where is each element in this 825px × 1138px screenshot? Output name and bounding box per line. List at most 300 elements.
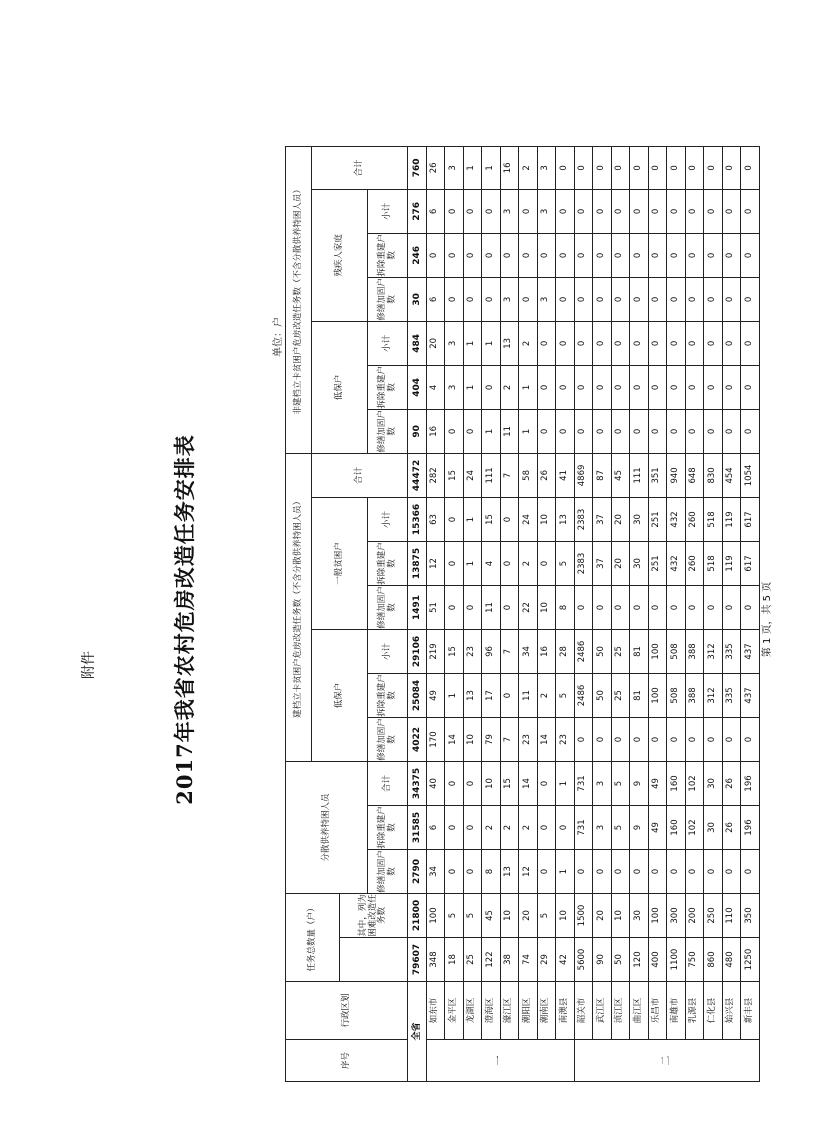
cell: 11 [519, 673, 538, 717]
cell: 0 [556, 277, 575, 321]
cell: 0 [445, 189, 464, 233]
cell: 2 [500, 365, 519, 409]
cell: 1 [463, 541, 482, 585]
cell: 0 [593, 365, 612, 409]
cell: 0 [741, 849, 760, 893]
cell: 0 [630, 146, 649, 189]
cell: 0 [611, 409, 630, 453]
cell: 110 [722, 893, 741, 937]
header-task-count [340, 938, 408, 982]
cell: 21800 [408, 893, 427, 937]
cell: 1 [463, 365, 482, 409]
cell: 0 [445, 541, 464, 585]
cell: 1 [463, 497, 482, 541]
cell: 7 [500, 629, 519, 673]
cell: 0 [445, 409, 464, 453]
cell: 0 [648, 409, 667, 453]
cell: 31585 [408, 805, 427, 849]
cell: 617 [741, 497, 760, 541]
cell: 312 [704, 629, 723, 673]
row-name: 龙湖区 [463, 982, 482, 1040]
cell: 760 [408, 146, 427, 189]
row-name: 濠江区 [500, 982, 519, 1040]
cell: 0 [630, 321, 649, 365]
cell: 25 [611, 629, 630, 673]
cell: 81 [630, 629, 649, 673]
cell: 518 [704, 541, 723, 585]
cell: 0 [722, 233, 741, 277]
cell: 312 [704, 673, 723, 717]
cell: 14 [537, 717, 556, 761]
cell: 0 [556, 365, 575, 409]
cell: 0 [648, 849, 667, 893]
cell: 10 [463, 717, 482, 761]
cell: 0 [519, 277, 538, 321]
cell: 0 [648, 365, 667, 409]
cell: 0 [611, 717, 630, 761]
cell: 0 [463, 409, 482, 453]
cell: 0 [704, 321, 723, 365]
cell: 0 [648, 277, 667, 321]
cell: 49 [648, 761, 667, 805]
cell: 50 [593, 673, 612, 717]
cell: 100 [648, 893, 667, 937]
table-row [667, 146, 686, 1081]
cell: 0 [611, 277, 630, 321]
cell: 0 [611, 189, 630, 233]
cell: 41 [556, 453, 575, 497]
cell: 0 [537, 409, 556, 453]
cell: 100 [648, 629, 667, 673]
cell: 0 [722, 365, 741, 409]
cell: 7 [500, 717, 519, 761]
cell: 432 [667, 497, 686, 541]
cell: 9 [630, 805, 649, 849]
cell: 4022 [408, 717, 427, 761]
cell: 29 [537, 938, 556, 982]
cell: 0 [741, 233, 760, 277]
row-seq: 二 [574, 1040, 759, 1082]
cell: 0 [704, 189, 723, 233]
cell: 0 [537, 321, 556, 365]
table-row [593, 146, 612, 1081]
cell: 15366 [408, 497, 427, 541]
cell: 45 [611, 453, 630, 497]
cell: 0 [593, 717, 612, 761]
cell: 0 [667, 277, 686, 321]
table-row [574, 146, 593, 1081]
cell: 0 [722, 849, 741, 893]
cell: 12 [519, 849, 538, 893]
cell: 0 [463, 277, 482, 321]
cell: 10 [482, 761, 501, 805]
cell: 3 [593, 805, 612, 849]
cell: 0 [574, 277, 593, 321]
cell: 25084 [408, 673, 427, 717]
cell: 0 [574, 717, 593, 761]
cell: 51 [426, 585, 445, 629]
page-title: 2017年我省农村危房改造任务安排表 [172, 434, 197, 805]
row-name: 潮阳区 [519, 982, 538, 1040]
table-row [611, 146, 630, 1081]
cell: 0 [685, 585, 704, 629]
cell: 30 [630, 893, 649, 937]
cell: 13 [463, 673, 482, 717]
cell: 90 [408, 409, 427, 453]
table-row [445, 146, 464, 1081]
cell: 12 [426, 541, 445, 585]
cell: 0 [537, 541, 556, 585]
header-task-difficult: 其中，列为困难改造任务数 [340, 893, 408, 937]
rotated-document [165, 157, 773, 1082]
cell: 0 [593, 189, 612, 233]
cell: 0 [685, 717, 704, 761]
cell: 30 [630, 541, 649, 585]
cell: 0 [500, 673, 519, 717]
cell: 0 [482, 233, 501, 277]
cell: 10 [556, 893, 575, 937]
cell: 0 [574, 146, 593, 189]
cell: 0 [574, 849, 593, 893]
cell: 2790 [408, 849, 427, 893]
cell: 0 [685, 277, 704, 321]
cell: 0 [667, 585, 686, 629]
cell: 454 [722, 453, 741, 497]
cell: 480 [722, 938, 741, 982]
cell: 0 [611, 146, 630, 189]
cell: 18 [445, 938, 464, 982]
cell: 2383 [574, 497, 593, 541]
cell: 0 [704, 717, 723, 761]
cell: 0 [519, 189, 538, 233]
cell: 0 [722, 717, 741, 761]
cell: 940 [667, 453, 686, 497]
header-poor-total: 合计 [312, 453, 408, 497]
cell: 6 [426, 189, 445, 233]
cell: 1 [482, 321, 501, 365]
cell: 335 [722, 629, 741, 673]
cell: 0 [704, 277, 723, 321]
cell: 860 [704, 938, 723, 982]
header-dibao-subtotal: 小计 [368, 629, 408, 673]
cell: 170 [426, 717, 445, 761]
cell: 0 [482, 277, 501, 321]
cell: 750 [685, 938, 704, 982]
cell: 0 [704, 365, 723, 409]
cell: 49 [648, 805, 667, 849]
cell: 2 [500, 805, 519, 849]
cell: 0 [685, 146, 704, 189]
header-general-subtotal: 小计 [368, 497, 408, 541]
cell: 351 [648, 453, 667, 497]
cell: 0 [667, 233, 686, 277]
cell: 0 [463, 849, 482, 893]
cell: 0 [685, 233, 704, 277]
cell: 7 [500, 453, 519, 497]
cell: 0 [445, 761, 464, 805]
cell: 0 [556, 805, 575, 849]
cell: 0 [593, 585, 612, 629]
cell: 24 [519, 497, 538, 541]
cell: 0 [537, 849, 556, 893]
header-disabled-subtotal: 小计 [368, 189, 408, 233]
cell: 8 [556, 585, 575, 629]
header-dibao2: 低保户 [312, 321, 368, 453]
cell: 0 [519, 233, 538, 277]
row-name: 浈江区 [611, 982, 630, 1040]
cell: 0 [593, 277, 612, 321]
cell: 0 [574, 321, 593, 365]
cell: 16 [500, 146, 519, 189]
cell: 0 [574, 409, 593, 453]
cell: 0 [648, 189, 667, 233]
cell: 0 [741, 365, 760, 409]
cell: 0 [463, 585, 482, 629]
table-row [500, 146, 519, 1081]
table-row [519, 146, 538, 1081]
cell: 6 [426, 805, 445, 849]
cell: 2486 [574, 673, 593, 717]
cell: 1 [445, 673, 464, 717]
cell: 0 [556, 233, 575, 277]
cell: 3 [445, 365, 464, 409]
table-row [463, 146, 482, 1081]
cell: 0 [556, 321, 575, 365]
cell: 44472 [408, 453, 427, 497]
cell: 42 [556, 938, 575, 982]
cell: 0 [667, 365, 686, 409]
cell: 2383 [574, 541, 593, 585]
cell: 518 [704, 497, 723, 541]
cell: 10 [500, 893, 519, 937]
cell: 0 [426, 233, 445, 277]
cell: 79 [482, 717, 501, 761]
cell: 13 [500, 849, 519, 893]
cell: 1054 [741, 453, 760, 497]
cell: 20 [611, 541, 630, 585]
cell: 3 [593, 761, 612, 805]
cell: 63 [426, 497, 445, 541]
cell: 96 [482, 629, 501, 673]
cell: 1100 [667, 938, 686, 982]
cell: 0 [593, 849, 612, 893]
cell: 260 [685, 541, 704, 585]
cell: 0 [593, 233, 612, 277]
cell: 45 [482, 893, 501, 937]
cell: 5 [463, 893, 482, 937]
cell: 30 [704, 761, 723, 805]
cell: 0 [537, 761, 556, 805]
cell: 4 [426, 365, 445, 409]
cell: 0 [463, 805, 482, 849]
row-name: 始兴县 [722, 982, 741, 1040]
cell: 0 [556, 189, 575, 233]
cell: 196 [741, 805, 760, 849]
cell: 0 [500, 497, 519, 541]
cell: 25 [611, 673, 630, 717]
cell: 16 [537, 629, 556, 673]
cell: 830 [704, 453, 723, 497]
cell: 20 [519, 893, 538, 937]
cell: 508 [667, 629, 686, 673]
cell: 23 [519, 717, 538, 761]
header-poor: 建档立卡贫困户危房改造任务数（不含分散供养特困人员） [286, 453, 312, 761]
row-name: 金平区 [445, 982, 464, 1040]
row-name: 武江区 [593, 982, 612, 1040]
header-nonpoor: 非建档立卡贫困户危房改造任务数（不含分散供养特困人员） [286, 146, 312, 453]
cell: 348 [426, 938, 445, 982]
row-name: 潮南区 [537, 982, 556, 1040]
cell: 14 [519, 761, 538, 805]
cell: 0 [611, 849, 630, 893]
row-name: 乐昌市 [648, 982, 667, 1040]
cell: 8 [482, 849, 501, 893]
cell: 81 [630, 673, 649, 717]
cell: 251 [648, 497, 667, 541]
task-table [285, 146, 760, 1082]
header-special-repair: 修缮加固户数 [368, 849, 408, 893]
cell: 3 [500, 277, 519, 321]
cell: 5 [445, 893, 464, 937]
cell: 160 [667, 805, 686, 849]
cell: 38 [500, 938, 519, 982]
cell: 350 [741, 893, 760, 937]
cell: 50 [593, 629, 612, 673]
cell: 0 [685, 849, 704, 893]
cell: 15 [500, 761, 519, 805]
cell: 0 [445, 497, 464, 541]
cell: 484 [408, 321, 427, 365]
cell: 0 [482, 365, 501, 409]
cell: 0 [741, 277, 760, 321]
cell: 0 [574, 189, 593, 233]
row-name: 全省 [408, 982, 427, 1082]
cell: 2 [519, 321, 538, 365]
header-disabled-repair: 修缮加固户数 [368, 277, 408, 321]
cell: 1 [463, 321, 482, 365]
cell: 2 [519, 805, 538, 849]
cell: 34 [426, 849, 445, 893]
cell: 0 [722, 585, 741, 629]
header-dibao: 低保户 [312, 629, 368, 761]
cell: 0 [556, 146, 575, 189]
cell: 1 [463, 146, 482, 189]
cell: 87 [593, 453, 612, 497]
table-row [722, 146, 741, 1081]
header-general: 一般贫困户 [312, 497, 368, 629]
cell: 0 [593, 321, 612, 365]
header-special: 分散供养特困人员 [286, 761, 368, 893]
row-name: 南雄市 [667, 982, 686, 1040]
table-row [741, 146, 760, 1081]
cell: 0 [648, 321, 667, 365]
cell: 0 [741, 189, 760, 233]
cell: 0 [630, 409, 649, 453]
cell: 0 [463, 761, 482, 805]
row-seq: 一 [426, 1040, 574, 1082]
cell: 0 [741, 409, 760, 453]
cell: 0 [445, 849, 464, 893]
cell: 0 [630, 189, 649, 233]
cell: 23 [556, 717, 575, 761]
cell: 4869 [574, 453, 593, 497]
cell: 219 [426, 629, 445, 673]
cell: 102 [685, 805, 704, 849]
cell: 388 [685, 629, 704, 673]
cell: 37 [593, 497, 612, 541]
cell: 0 [537, 233, 556, 277]
cell: 49 [426, 673, 445, 717]
table-row-total [408, 146, 427, 1081]
cell: 3 [537, 146, 556, 189]
cell: 0 [574, 233, 593, 277]
cell: 3 [500, 189, 519, 233]
table-row [704, 146, 723, 1081]
cell: 23 [463, 629, 482, 673]
cell: 11 [482, 585, 501, 629]
cell: 22 [519, 585, 538, 629]
row-name: 澄海区 [482, 982, 501, 1040]
cell: 34375 [408, 761, 427, 805]
cell: 34 [519, 629, 538, 673]
cell: 30 [704, 805, 723, 849]
attachment-label: 附件 [81, 651, 97, 679]
cell: 0 [667, 849, 686, 893]
cell: 9 [630, 761, 649, 805]
cell: 160 [667, 761, 686, 805]
cell: 100 [648, 673, 667, 717]
cell: 0 [722, 409, 741, 453]
cell: 404 [408, 365, 427, 409]
cell: 30 [408, 277, 427, 321]
cell: 15 [482, 497, 501, 541]
cell: 90 [593, 938, 612, 982]
cell: 13 [500, 321, 519, 365]
cell: 1 [556, 761, 575, 805]
cell: 119 [722, 497, 741, 541]
cell: 0 [611, 233, 630, 277]
cell: 0 [722, 189, 741, 233]
cell: 200 [685, 893, 704, 937]
cell: 0 [574, 365, 593, 409]
header-general-repair: 修缮加固户数 [368, 585, 408, 629]
cell: 0 [500, 541, 519, 585]
header-general-rebuild: 拆除重建户数 [368, 541, 408, 585]
cell: 731 [574, 805, 593, 849]
cell: 0 [500, 585, 519, 629]
header-dibao2-subtotal: 小计 [368, 321, 408, 365]
table-row [630, 146, 649, 1081]
table-row [482, 146, 501, 1081]
cell: 10 [537, 585, 556, 629]
cell: 0 [463, 233, 482, 277]
cell: 25 [463, 938, 482, 982]
cell: 0 [445, 233, 464, 277]
cell: 0 [648, 585, 667, 629]
cell: 120 [630, 938, 649, 982]
cell: 40 [426, 761, 445, 805]
cell: 437 [741, 629, 760, 673]
cell: 0 [685, 409, 704, 453]
unit-label: 单位：户 [273, 317, 284, 357]
cell: 111 [630, 453, 649, 497]
cell: 0 [667, 146, 686, 189]
cell: 432 [667, 541, 686, 585]
cell: 0 [630, 365, 649, 409]
cell: 17 [482, 673, 501, 717]
cell: 28 [556, 629, 575, 673]
row-name: 如东市 [426, 982, 445, 1040]
